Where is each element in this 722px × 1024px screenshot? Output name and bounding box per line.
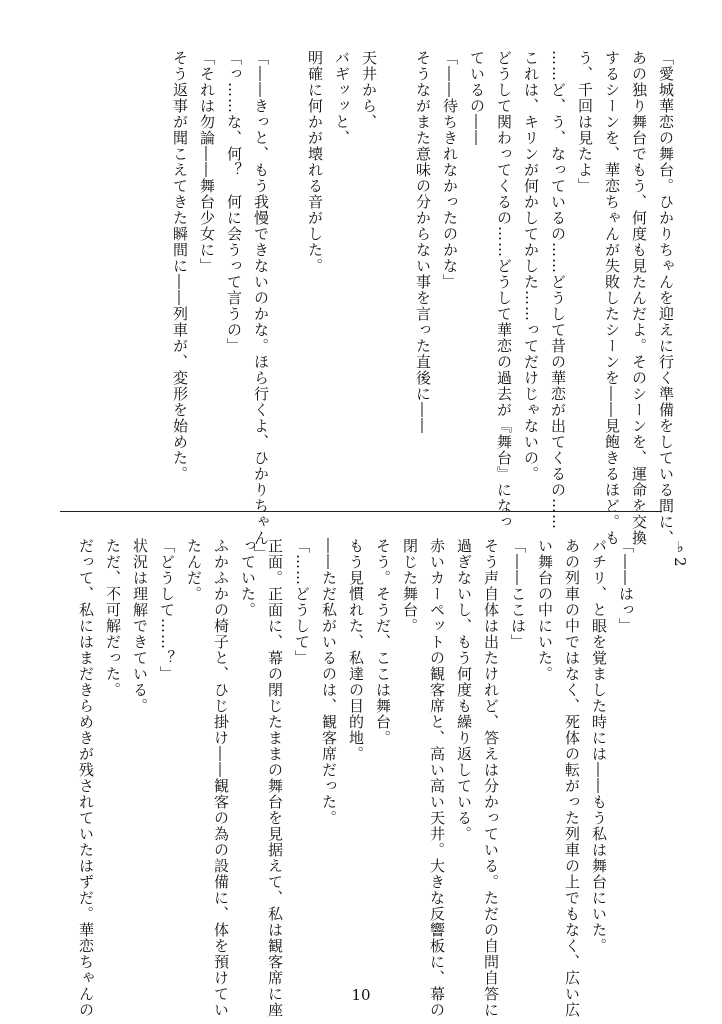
text-line: ふかふかの椅子と、ひじ掛け――観客の為の設備に、体を預けてい <box>212 538 230 1018</box>
text-line: 状況は理解できている。 <box>131 538 149 714</box>
text-line: 「どうして……？」 <box>158 538 176 682</box>
text-line: 「――待ちきれなかったのかな」 <box>441 50 459 290</box>
text-line: 天井から、 <box>360 50 378 130</box>
text-line: ――ただ私がいるのは、観客席だった。 <box>320 538 338 826</box>
text-line: だって、私にはまだきらめきが残されていたはずだ。華恋ちゃんの <box>77 538 95 1018</box>
text-line: 「……どうして」 <box>293 538 311 666</box>
text-line: そう。そうだ、ここは舞台。 <box>374 538 392 746</box>
text-line: 正面。正面に、幕の閉じたままの舞台を見据えて、私は観客席に座 <box>266 538 284 1018</box>
text-line: い舞台の中にいた。 <box>536 538 554 682</box>
text-line: するシーンを、華恋ちゃんが失敗したシーンを――見飽きるほど。も <box>603 50 621 546</box>
text-line: ているの―― <box>468 50 486 146</box>
text-line: 過ぎないし、もう何度も繰り返している。 <box>455 538 473 842</box>
text-line: どうして関わってくるの……どうして華恋の過去が『舞台』になっ <box>495 50 513 530</box>
text-line: 赤いカーペットの観客席と、高い高い天井。大きな反響板に、幕の <box>428 538 446 1018</box>
text-line: 「――ここは」 <box>509 538 527 650</box>
text-line: 明確に何かが壊れる音がした。 <box>306 50 324 274</box>
text-line: ♭2 <box>671 538 689 568</box>
text-line: もう見慣れた、私達の目的地。 <box>347 538 365 762</box>
text-line: っていた。 <box>239 538 257 618</box>
text-line: あの独り舞台でもう、何度も見たんだよ。そのシーンを、運命を交換 <box>630 50 648 546</box>
text-line: そう返事が聞こえてきた瞬間に――列車が、変形を始めた。 <box>171 50 189 482</box>
text-line: パチリ、と眼を覚ました時には――もう私は舞台にいた。 <box>590 538 608 954</box>
text-line: バギッッと、 <box>333 50 351 146</box>
text-line: ……ど、う、なっているの……どうして昔の華恋が出てくるの…… <box>549 50 567 530</box>
text-line: う、千回は見たよ」 <box>576 50 594 194</box>
text-line: 閉じた舞台。 <box>401 538 419 634</box>
text-line: そうながまた意味の分からない事を言った直後に―― <box>414 50 432 434</box>
page-number: 10 <box>351 986 371 1004</box>
text-line: 「――はっ」 <box>617 538 635 634</box>
text-line: 「っ……な、何？ 何に会うって言うの」 <box>225 50 243 354</box>
text-line: 「それは勿論――舞台少女に」 <box>198 50 216 274</box>
text-line: あの列車の中ではなく、死体の転がった列車の上でもなく、広い広 <box>563 538 581 1018</box>
text-line: ただ、不可解だった。 <box>104 538 122 698</box>
text-line: そう声自体は出たけれど、答えは分かっている。ただの自問自答に <box>482 538 500 1018</box>
text-line: たんだ。 <box>185 538 203 602</box>
top-text-block <box>166 50 679 562</box>
text-line: これは、キリンが何かしてかした……ってだけじゃないの。 <box>522 50 540 482</box>
text-line: 「――きっと、もう我慢できないのかな。ほら行くよ、ひかりちゃん」 <box>252 50 270 562</box>
section-divider <box>60 511 662 512</box>
text-line: 「愛城華恋の舞台。ひかりちゃんを迎えに行く準備をしている間に、 <box>657 50 675 546</box>
